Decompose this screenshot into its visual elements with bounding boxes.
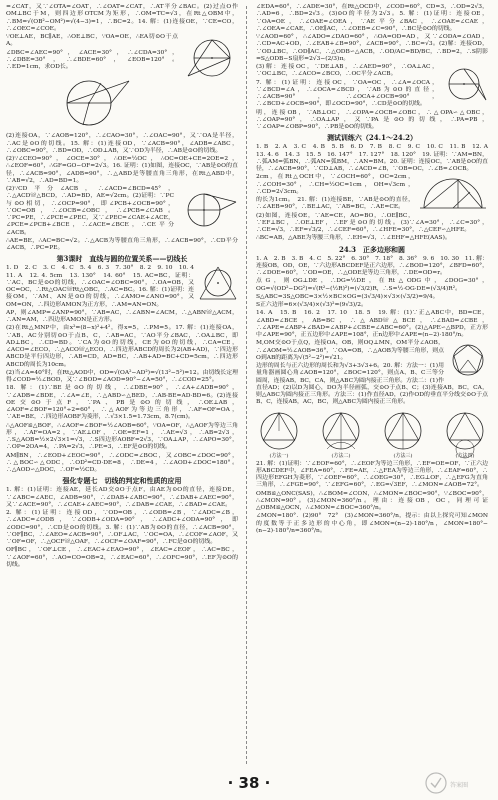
text-block: 明，连接OB，∵AB⊥OC，∴∠OPA=∠OCB=∠OBC，∴△OPA∽△OBC，∴∠OAP=90°，∴OA⊥AP，又∵PA是⊙O的切线，∴PA=PB，∵∠OAP=∠OBP=90°，∴PB是⊙O的切线。 xyxy=(256,109,488,130)
method-figure-2 xyxy=(318,409,364,459)
text-block: AP，则∠AMP=∠ANP=90°，∵AB=AC，∴∠ABN=∠ACM，∴△ABN≌△ACM，∴AN=AM，∴四边形AMON是正方形。 xyxy=(6,309,238,323)
text-block: 1. 解：(1)证明：连接AE，延长AD交⊙O于点F，由AE为⊙O的直径，连接DE，∵∠ABC=∠AEC，∠ADB=90°，∴∠DAB+∠ABC=90°，∴∠DAB+∠AEC=90°，又∵∠ACE=90°，∴∠CAE+∠AEC=90°，∴∠DAB=∠CAE，∴∠BAD=∠CAE。 xyxy=(6,487,238,508)
text-block: ∠MON=180°．(2)90° 72° (3)∠MON=360°/n，提示：由以上探究可知∠MON的度数等于正多边形的中心角，即∠MON=(n−2)·180°/n，∠MON=180°−(n−2)·180°/n=360°/n。 xyxy=(256,513,488,534)
method-figure-3 xyxy=(380,409,426,459)
circle-figure-1 xyxy=(182,34,238,86)
text-block: 14. A 15. B 16. 2 17. 10 18. 5 19. 解：(1)∵正△ABC中，BD=CE，∠ABD=∠BCE，AB=BC，∴△ABD≌△BCE，∴∠BAD=∠CBE，∴∠APE=∠ABP+∠BAD=∠ABP+∠CBE=∠ABC=60°。(2)△APE∽△BPD，正方形中∠APE=90°，正五边形中∠APE=108°，正n边形中∠APE=(n−2)·180°/n。 xyxy=(256,310,488,338)
page-number: · 38 · xyxy=(227,774,271,792)
right-column xyxy=(256,4,494,766)
text-block: S△ABC=3S△OBC=3×½×BC×OG=(3√3/4)×√3×(√3/2)=9/4。 xyxy=(256,293,439,300)
text-block: AM∥BN，∴∠EOD+∠EOC=90°，∴∠ODC=∠BOC，又∠OBC=∠DOC=90°，∴△BOC∽△ODC，∴OD²=CD·DE=8，∴DE=4，∴∠AOD+∠DOC=180°。∴△AOD∽△DOC，∴OF=½CD。 xyxy=(6,452,238,473)
figure-caption: (方法三) xyxy=(393,452,413,459)
text-block: 1. A 2. B 3. B 4. C 5. 22° 6. 30° 7. 18° 8. 36° 9. 6 10. 30 11. 解：连接OB，OD，OE，∵六边形ABCDEF是正六边形，∴∠BOD=120°，∠BFD=60°，∴∠DOE=60°，∵OD=OE，∴△ODE是等边三角形，∴DE=OD=r。 xyxy=(256,255,488,276)
text-block: (2)连接OA，∵∠AOB=120°，∴∠CAO=30°，∴∠OAC=90°，又∵OA是半径，∴AC是⊙O的切线。15. 解：(1)连接OD，∵∠ACB=90°，∠ADB=∠ABC，∴∠OBC=90°，∴BD=OD，∴OD⊥AB，又∵OD为半径，∴AB是⊙O的切线。 xyxy=(6,133,238,154)
text-block: (2)∵CD平分∠ACB，∴∠ACD=∠BCD=45°，∴△ACD≌△BCD，∴AD=BD，AE=√2cm。(2)证明：∵PC与⊙O相切，∴∠OCP=90°，即∠PCB+∠OCB=90°，∵OC=OB，∴∠OCB=∠OBC，∴∠PCB=∠CAB。∵PC=PE，∴∠PCE=∠PEC，又∵∠PEC=∠CAE+∠ACE，∠PCE=∠PCB+∠BCE，∴∠ACE=∠BCE，∴CE平分∠ACB。 xyxy=(6,186,174,236)
inscribed-triangle-icon xyxy=(380,409,426,453)
text-block: ∵∠AOD=60°，∴∠ADO=∠DAO=60°，∴OA=OD=AD，又∵∠ODA=∠OAD，∴CD=AC+OD，∴∠EAB+∠B=90°，∠ACB=90°，∴BC=√3。(2)解：连接OD，∵OD⊥BC，∴OD∥AC，∴△ODB∽△ACB，∴OD/AC=BD/BC，∴BD=2，∴S阴影=S△ODB−S扇形=2√3−(2/3)π。 xyxy=(256,34,488,62)
text-block: 18. 解：(1)∵BE是⊙O的切线，∴∠DBE=90°，∴∠A+∠ADB=90°，∵∠ADB=∠BDE，∴∠A=∠E，∴△ABD∽△BED，∴AB·BE=AD·BD=6。(2)连接OE交⊙O于点F，∵PA、PB是⊙O的切线，∴OE⊥AB，∠AOF=∠BOF=120°÷2=60°，∴△AOF为等边三角形，∴AF=OF=OA，∵AE=BE，∴四边形AOBF为菱形，∴√3×1.5=1.73cm，8.7(cm)。 xyxy=(6,385,238,421)
text-block: (2)如图，连接OE，∵AE=CE，AO=BO，∴OE∥BC，∵EF⊥BC，∴OE⊥EF，∴EF是⊙O的切线。(3)∵∠A=30°，∴∠C=30°，∴CE=√3，∴EF=√3/2，∴∠CEF=60°，∴∠HFE=30°，∴△CEF∽△HFE。 xyxy=(256,212,488,233)
figure-caption: (方法一) xyxy=(269,452,289,459)
tangent-circle-figure xyxy=(198,265,238,301)
figure-caption: (方法二) xyxy=(331,452,351,459)
left-column xyxy=(6,4,238,766)
text-block: 的长为1cm。 21. 解：(1)连接BE，∵AB是⊙O的直径，∴∠AEB=90°，∴BE⊥AC，∵AB=BC，∴AE=CE。 xyxy=(256,197,414,211)
text-block: ∴BC=AB，△ABE为等腰三角形，∴EH=√3，∴∠EHF=△HFE(AAS)。 xyxy=(256,235,451,242)
text-block: ∵OE⊥AE，BC∥AE，∴OE⊥BC，∵OA=OE，∴EA切⊙O于点A。 xyxy=(6,34,178,48)
text-block: 1. B 2. A 3. C 4. B 5. B 6. D 7. B 8. C 9. C 10. C 11. B 12. A 13. 4. 6 14. 3 15. 5 16. 147° 17. 127° 18. 120° 19. 证明：∵AM=BN，∴弧AM=弧BN，∴弧AN=弧BM，∴AN=BM。20. 证明：连接OC，∵AB是⊙O的直径，∴∠ACB=90°，∵CD⊥AB，∴∠ACD=∠B，∵OB=OC，∴∠B=∠OCB。 xyxy=(256,144,494,172)
method-figure-1 xyxy=(256,409,302,459)
watermark-text: 答案圈 xyxy=(450,782,469,789)
text-block: ∴△AOF≌△BOF，∴∠AOF=∠BOF=½∠AOB=60°，∵OA=OF，∴△AOF为等边三角形，∴AF=OA=2，∵AE⊥OF，∴OE=EF=1，∴AE=√3，∴AB=2√3，∴S△AOB=½×2√3×1=√3，∴S四边形AOBF=2√3，∵OA⊥AP，∴∠APO=30°，∴OP=2OA=4，∴PA=2√3，∴PE=3，∴EF是⊙O的切线。 xyxy=(6,422,238,451)
text-block: 1. D 2. C 3. C 4. C 5. 4 6. 3 7. 30° 8. 2 9. 10 10. 4 11. A 12. 4. 5cm 13. 130° 14. 60° 15. AC=BC，证明：∵AC、BC是⊙O的切线，∴∠OAC=∠OBC=90°，∴OA=OB，又OC=OC，∴Rt△OAC≌Rt△OBC，∴AC=BC。16. 解：(1)证明：连接OM，∵AM、AN是⊙O的切线，∴∠AMO=∠ANO=90°，又OM=ON，∴四边形AMON为正方形，∴AM=AN=ON。 xyxy=(6,265,200,308)
text-block: 点G，则OG⊥DE，∴DG=½DE，在Rt△ODG中，∠DOG=30°，OG=√(OD²−DG²)=√(R²−(½R)²)=(√3/2)R，∴S=½·OG·DE=(√3/4)R²。 xyxy=(256,278,488,292)
text-block: (3)解：连接OC，∵DE⊥AB，∴∠AED=90°，∴OA⊥AC，∵OC⊥BC，∴∠ACO=∠BCO，∴OC平分∠ACB。 xyxy=(256,64,438,78)
column-divider xyxy=(246,6,247,764)
method-figure-4 xyxy=(442,409,488,459)
text-block: =∠CAT，又∵∠OTA=∠OAT，∴∠OAT=∠CAT，∴AT平分∠BAC。(2)过点O作OM⊥BC于M，则四边形OTCM为矩形，∴OM=TC=√3，在Rt△OBM中，∴BM=√(OB²−OM²)=√(4−3)=1，∴BC=2。14. 解：(1)连接OE，∵CE=CO，∴∠OEC=∠COE。 xyxy=(6,4,238,32)
text-block: ∠EDA=60°，∴∠ADE=30°，在Rt△OCD中，∠COD=60°，CD=3，∴OD=2√3，∴AD=6，∴BD=2√3。(3)⊙O的半径为2√3。5. 解：(1)证明：连接OE，∵OA=OE，∴∠OAE=∠OEA，∵AE平分∠BAC，∴∠OAE=∠CAE，∴∠OEA=∠CAE，∴OE∥AC，∴∠OEB=∠C=90°，∴BC是⊙O的切线。 xyxy=(256,4,488,32)
inscribed-triangle-icon xyxy=(318,409,364,453)
text-block: OF∥BC，∵OF⊥CE，∴∠EAC+∠EAO=90°，∠EAC=∠EOF，∴AC=BC，∵∠AOF=60°，∴AO=CO=OB=2，∴∠EAC=60°，∴∠OFC=90°，∴EF为⊙O的切线。 xyxy=(6,547,238,568)
text-block: M,OM交⊙O于点Q，连接OA，OB，则OQ⊥MN，OM平分∠AOB，∴∠AOM=½∠AOB=36°，∵OA=OB，∴△AOB为等腰三角形，则点O到AB的距离为√(5²−2²)=√21。 xyxy=(256,340,445,361)
section-heading: 第3课时 直线与圆的位置关系——切线长 xyxy=(56,254,188,264)
text-block: OMB≌△ONC(SAS)，∴∠BOM=∠CON，∴∠MON=∠BOC=90°，∵∠BOC=90°，∴∠MON=90°。(3)∠MON=360°/n。理由：连接OB，OC，同理可证△OBM≌△OCN，∴∠MON=∠BOC=360°/n。 xyxy=(256,490,488,511)
circle-figure-2 xyxy=(178,186,238,230)
section-heading: 强化专题七 切线的判定和性质的应用 xyxy=(62,476,182,486)
circle-figure-3 xyxy=(442,64,488,104)
text-block: 2. 解：(1)证明：连接OD，∵OD=OB，∴∠ODB=∠B，∵∠ADC=∠B，∴∠ADC=∠ODB，∵∠ODB+∠ODA=90°，∴∠ADC+∠ODA=90°，即∠ODC=90°，∴CD是⊙O的切线。3. 解：(1)∵AB为⊙O的直径，∴∠ACB=90°，∵OF∥BC，∴∠AEO=∠ACB=90°，∴OF⊥AC，∵OC=OA，∴∠COF=∠AOF，又∵OF=OF，∴△OCF≌△OAF，∴∠OCF=∠OAF=90°，∴FC是⊙O的切线。 xyxy=(6,510,238,545)
method-figure-row xyxy=(256,409,488,459)
watermark-logo-icon xyxy=(424,768,494,798)
text-block: (2)当∠A=40°时，在Rt△AOD中，OD=√(OA²−AD²)=√(13²−5²)=12。由切线长定理得∠COD=½∠BOD，又∵∠BOD=∠AOD=90°−∠A=50°，∴∠COD=25°。 xyxy=(6,369,238,383)
text-block: 边形的周长与正六边形的周长和为√3+3√3+6。20. 解：方法一：(1)用量角器画圆心角∠AOB=120°，∠BOC=120°，则点A、B、C三等分圆周，连接AB，BC，CA，则△ABC为圆内接正三角形。方法二：(1)作直径AD；(2)以D为圆心，DO为半径画弧，交⊙O于点B、C；(3)连接AB，BC，CA，则△ABC为圆内接正三角形。方法三：(1)作直径AD，(2)作OD的垂直平分线交⊙O于点B、C，连接AB，AC，BC，则△ABC为圆内接正三角形。 xyxy=(256,363,488,406)
semicircle-figure xyxy=(418,174,488,214)
text-block: ∴AE=BE，∴AC=BC=√2。∴△ACB为等腰直角三角形，∴∠ACB=90°，∴CD平分∠ACB，∴PC=PE。 xyxy=(6,237,238,251)
section-heading: 24.3 正多边形和圆 xyxy=(338,244,406,254)
inscribed-triangle-icon xyxy=(442,409,488,453)
inscribed-triangle-icon xyxy=(256,409,302,453)
triangle-circle-figure xyxy=(49,73,135,131)
figure-caption: (方法四) xyxy=(455,452,475,459)
section-heading: 测试训练六（24.1～24.2） xyxy=(326,133,418,143)
text-block: 21. 解：(1)证明：∵∠EOF=60°，∴∠EOF为等边三角形，∴EF=OE=OF，∵正六边形ABCDEF中，∠FEA=60°，∴FE=AE，∴△FEA为等边三角形，∴∠EAF=60°，∴四边形EFGH为菱形，∵∠OEF=60°，∴∠OEG=30°，∴EG⊥OF，∴△EFG为直角三角形，∴∠FGE=90°，∵∠EFG=60°，∴EG=√3EF，∴∠MON=∠AOB=72°。 xyxy=(256,460,488,489)
text-block: 7. 解：(1)证明：连接OC，∵OA=OC，∴∠A=∠OCA，∵∠BCD=∠A，∴∠OCA=∠BCD，∵AB为⊙O的直径，∴∠ACB=90°，∴∠OCA+∠OCB=90°，∴∠BCD+∠OCB=90°，即∠OCD=90°，∴CD是⊙O的切线。 xyxy=(256,79,438,108)
text-block: ∠DBC=∠AEC=90°，∠ACE=30°，∴∠CDA=30°，∴∠DBE=30°，∴∠BDE=60°，∠EOB=120°。∴ED=1cm，求OD长。 xyxy=(6,49,178,70)
text-block: S正六边形=6×(√3/4)×(√3)²=(9√3)/2。 xyxy=(256,302,367,308)
text-block: (2)在Rt△MNP中，由x²=(8−x)²+4²，得x=5，∴PM=5。17. 解：(1)连接OA，∵AB、AC分别切⊙O于点B、C，∴AB=AC，∵AO平分∠BAC，∴OA⊥BC，即AD⊥BC，∴CD=BD。∵CA为⊙O的切线，CE为⊙O的切线，∴CA=CE，∠ACO=∠ECO，∴△ACO≌△ECO，∴四边形ABCD的周长为2(AB+AD)，∵四边形ABCD是平行四边形，∴AB=CD，AD=BC，∴AB+AD=BC+CD=5cm，∴四边形ABCD的周长为10cm。 xyxy=(6,325,238,368)
text-block: (2)∵∠CEO=90°，∠OCE=30°，∴OE=½OC，∴OC=OE+CE=2OE=2，∴∠EOF=60°，∴GF=GO−OF=2√3。16. 证明：(1)如图，连接OC，∵AB是⊙O的直径，∴∠ACB=90°，∠ADB=90°，∴△ABD是等腰直角三角形，在Rt△ABD中，∵AB=√2，∴AD=BD=1。 xyxy=(6,156,238,184)
pentagon-figure xyxy=(448,340,488,378)
text-block: 2cm，在Rt△OCH中，∵∠OCH=60°，OC=2cm，∴∠COH=30°，∴CH=½OC=1cm，OH=√3cm，∴CD=2√3cm。 xyxy=(256,174,414,195)
